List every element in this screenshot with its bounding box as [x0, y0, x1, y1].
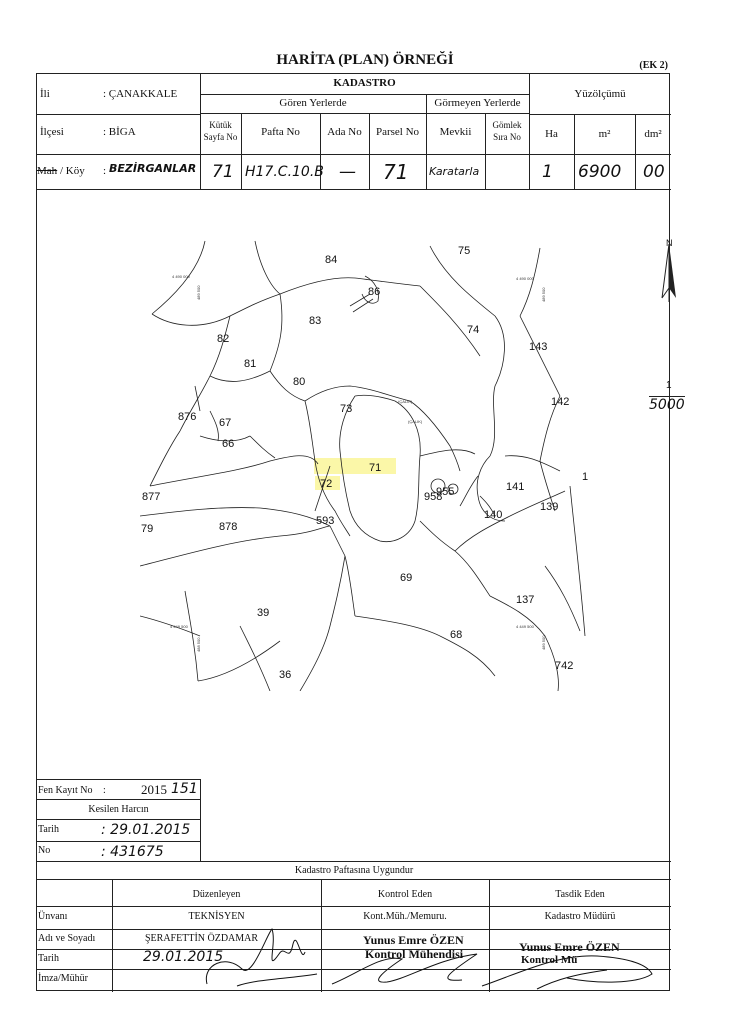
grid-line: [200, 113, 529, 114]
coord-label: 489 500: [196, 285, 201, 300]
unvani-label: Ünvanı: [38, 911, 68, 922]
parcel-label: 137: [516, 594, 535, 606]
grid-line: [200, 779, 201, 861]
coord-label: 489 500: [541, 635, 546, 650]
grid-line: [529, 114, 671, 115]
koy-label: / Köy: [60, 165, 85, 177]
parcel-label: 80: [293, 376, 306, 388]
col-gomlek: Gömlek: [492, 120, 522, 130]
m2-value: 6900: [578, 162, 622, 182]
pafta-value: H17.C.10.B: [245, 164, 324, 180]
parcel-label: 593: [316, 515, 335, 527]
stamp-tasdik-title: Kontrol Mü: [521, 954, 578, 966]
grid-line: [37, 906, 671, 907]
ilcesi-label: İlçesi: [40, 126, 64, 138]
grid-line: [37, 929, 671, 930]
parcel-label: 73: [340, 403, 353, 415]
parcel-label: 86: [368, 286, 381, 298]
unvan-duzenleyen: TEKNİSYEN: [188, 911, 245, 922]
parcel-label: 69: [400, 572, 413, 584]
col-gomlek-2: Sıra No: [493, 132, 521, 142]
parcel-label-72: 72: [320, 478, 333, 490]
parcel-label: 74: [467, 324, 480, 336]
scale-line: [669, 304, 670, 379]
scale-numerator: 1: [666, 380, 672, 391]
harc-tarih-value: : 29.01.2015: [101, 822, 191, 838]
col-pafta: Pafta No: [261, 126, 300, 138]
stamp-kontrol-name: Yunus Emre ÖZEN: [363, 933, 464, 947]
parcel-label: 79: [141, 523, 154, 535]
coord-label: 489 500: [541, 287, 546, 302]
parcel-label: 82: [217, 333, 230, 345]
signature-duzenleyen: [197, 924, 327, 994]
parcel-label: 877: [142, 491, 161, 503]
grid-line: [574, 114, 575, 189]
fen-kayit-label: Fen Kayıt No: [38, 785, 93, 796]
north-label: N: [666, 238, 673, 248]
parcel-label: 36: [279, 669, 292, 681]
parcel-label: 1: [582, 471, 589, 483]
parsel-value: 71: [383, 160, 409, 184]
parcel-label: 141: [506, 481, 525, 493]
grid-line: [37, 841, 200, 842]
parcel-label: 83: [309, 315, 322, 327]
parcel-label: 742: [555, 660, 574, 672]
grid-line: [37, 879, 671, 880]
parcel-label: 139: [540, 501, 559, 513]
grid-line: [635, 114, 636, 189]
col-kutuk-2: Sayfa No: [203, 132, 238, 142]
harc-no-value: : 431675: [101, 844, 164, 860]
annex-label: (EK 2): [639, 60, 668, 71]
parcel-label: 958: [424, 491, 443, 503]
document-title: HARİTA (PLAN) ÖRNEĞİ: [276, 52, 454, 68]
parcel-label: 140: [484, 509, 503, 521]
grid-line: [37, 779, 200, 780]
coord-label: 4 449 500: [516, 624, 534, 629]
col-ha: Ha: [545, 128, 558, 140]
map-small-label: (ÇALIK): [408, 419, 423, 424]
koy-value: BEZİRGANLAR: [109, 162, 197, 175]
duzenleyen-heading: Düzenleyen: [192, 889, 241, 900]
fen-kayit-colon: :: [103, 785, 106, 796]
koy-colon: :: [103, 165, 107, 177]
grid-line: [200, 94, 529, 95]
grid-line: [37, 189, 671, 190]
fen-kayit-no: 151: [171, 781, 198, 797]
ad-duzenleyen: ŞERAFETTİN ÖZDAMAR: [145, 933, 259, 944]
footer-tarih-label: Tarih: [38, 953, 59, 964]
col-ada: Ada No: [327, 126, 362, 138]
stamp-tasdik-name: Yunus Emre ÖZEN: [519, 940, 620, 954]
signature-tasdik: [477, 934, 667, 994]
gormeyen-yerlerde: Görmeyen Yerlerde: [434, 97, 521, 109]
parcel-label: 67: [219, 417, 232, 429]
parcel-label: 142: [551, 396, 570, 408]
imza-label: İmza/Mühür: [38, 973, 88, 984]
coord-label: 4 490 000: [516, 276, 534, 281]
kontrol-eden-heading: Kontrol Eden: [377, 889, 433, 900]
ha-value: 1: [542, 162, 553, 182]
goren-yerlerde: Gören Yerlerde: [279, 97, 347, 109]
grid-line: [37, 114, 200, 115]
dm2-value: 00: [643, 162, 665, 182]
parcel-label: 876: [178, 411, 197, 423]
unvan-kontrol: Kont.Müh./Memuru.: [363, 911, 447, 922]
parcel-label: 878: [219, 521, 238, 533]
ada-value: —: [339, 162, 356, 182]
adi-soyadi-label: Adı ve Soyadı: [38, 933, 96, 944]
tasdik-eden-heading: Tasdik Eden: [555, 889, 605, 900]
col-parsel: Parsel No: [375, 126, 420, 138]
kesilen-harcin: Kesilen Harcın: [88, 804, 149, 815]
grid-line: [37, 861, 671, 862]
parcel-label: 81: [244, 358, 257, 370]
harc-tarih-label: Tarih: [38, 824, 59, 835]
fen-kayit-year: 2015: [141, 782, 167, 797]
mah-label: Mah: [37, 165, 58, 177]
parcel-label: 143: [529, 341, 548, 353]
highlight-parcel-71: [314, 458, 396, 474]
col-m2: m²: [598, 128, 611, 140]
parcel-label: 84: [325, 254, 338, 266]
scale-denominator: 5000: [649, 397, 685, 413]
unvan-tasdik: Kadastro Müdürü: [544, 911, 616, 922]
kadastro-heading: KADASTRO: [333, 77, 396, 89]
parcel-label: 75: [458, 245, 471, 257]
parcel-label: 68: [450, 629, 463, 641]
ilcesi-value: : BİGA: [103, 126, 136, 138]
parcel-label-71: 71: [369, 462, 382, 474]
kadastro-uygundur: Kadastro Paftasına Uygundur: [294, 865, 414, 876]
col-mevkii: Mevkii: [439, 126, 472, 138]
parcel-label: 39: [257, 607, 270, 619]
tarih-duzenleyen: 29.01.2015: [143, 949, 224, 965]
kutuk-value: 71: [212, 162, 234, 182]
map-small-label: (ÇALIK): [398, 399, 413, 404]
mevkii-value: Karatarla: [429, 165, 480, 178]
col-dm2: dm²: [644, 128, 662, 140]
ili-value: : ÇANAKKALE: [103, 88, 178, 100]
harc-no-label: No: [38, 845, 51, 856]
coord-label: 4 490 000: [172, 274, 190, 279]
parcel-label: 66: [222, 438, 235, 450]
grid-line: [37, 799, 200, 800]
yuzolcumu-heading: Yüzölçümü: [574, 88, 626, 100]
ili-label: İli: [40, 88, 50, 100]
grid-line: [37, 154, 671, 155]
stamp-kontrol-title: Kontrol Mühendisi: [365, 947, 464, 961]
coord-label: 4 449 500: [170, 624, 188, 629]
parcel-label: 955: [436, 486, 455, 498]
col-kutuk: Kütük: [209, 120, 232, 130]
cadastral-map: [140, 236, 590, 691]
coord-label: 488 500: [196, 637, 201, 652]
grid-line: [37, 819, 200, 820]
